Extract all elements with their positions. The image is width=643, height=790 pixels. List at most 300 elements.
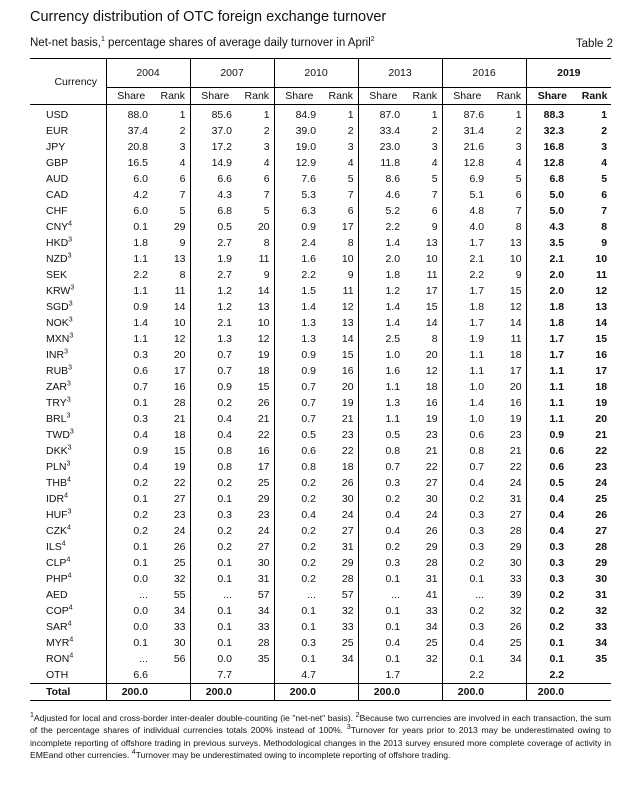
rank-cell: 3 xyxy=(156,139,190,155)
share-cell: 200.0 xyxy=(358,684,408,701)
currency-code-text: IDR xyxy=(46,493,65,505)
rank-cell: 17 xyxy=(492,363,526,379)
footnote-marker: 3 xyxy=(66,396,71,404)
rank-cell: 10 xyxy=(408,251,442,267)
rank-cell: 19 xyxy=(492,411,526,427)
share-cell: 0.6 xyxy=(469,429,485,441)
rank-cell: 5 xyxy=(324,171,358,187)
rank-cell: 20 xyxy=(324,379,358,395)
share-cell: 0.2 xyxy=(385,541,401,553)
currency-code-text: ZAR xyxy=(46,381,67,393)
rank-cell: 3 xyxy=(324,139,358,155)
rank-cell: 23 xyxy=(156,507,190,523)
table-row xyxy=(30,155,611,171)
rank-cell xyxy=(408,667,442,684)
share-cell: 0.1 xyxy=(217,493,233,505)
rank-cell: 23 xyxy=(240,507,274,523)
share-cell: 0.4 xyxy=(217,413,233,425)
currency-code-text: PLN xyxy=(46,461,67,473)
rank-cell: 5 xyxy=(601,173,608,185)
share-cell: 1.7 xyxy=(469,317,485,329)
rank-cell xyxy=(240,684,274,701)
share-cell: 0.9 xyxy=(301,365,317,377)
currency-code xyxy=(30,684,106,701)
share-cell: 1.4 xyxy=(133,317,148,329)
rank-cell: 31 xyxy=(324,539,358,555)
share-cell: 1.9 xyxy=(469,333,485,345)
share-cell: 5.3 xyxy=(301,189,317,201)
footnote-4: Turnover may be underestimated owing to incomplete reporting of offshore trading. xyxy=(135,749,451,760)
share-rank-header-row xyxy=(30,88,611,105)
rank-cell: 17 xyxy=(240,459,274,475)
share-cell: 6.0 xyxy=(133,173,148,185)
currency-code-text: PHP xyxy=(46,573,68,585)
currency-code xyxy=(30,587,106,603)
currency-code-text: SGD xyxy=(46,301,69,313)
share-cell: 16.8 xyxy=(543,141,565,153)
footnote-marker: 1 xyxy=(30,712,34,720)
share-cell: 0.9 xyxy=(133,445,148,457)
share-column-header: Share xyxy=(453,90,482,102)
rank-cell: 1 xyxy=(601,109,608,121)
share-cell: 0.5 xyxy=(301,429,317,441)
rank-cell: 23 xyxy=(595,461,608,473)
rank-cell: 10 xyxy=(324,251,358,267)
rank-cell: 30 xyxy=(492,555,526,571)
table-row xyxy=(30,105,611,124)
rank-cell: 3 xyxy=(408,139,442,155)
share-cell: 0.0 xyxy=(133,621,148,633)
currency-code xyxy=(30,427,106,443)
currency-code xyxy=(30,267,106,283)
rank-cell: 3 xyxy=(601,141,608,153)
table-row xyxy=(30,267,611,283)
rank-cell: 8 xyxy=(240,235,274,251)
share-cell: 84.9 xyxy=(295,109,317,121)
share-cell: 12.8 xyxy=(463,157,485,169)
share-cell: 0.9 xyxy=(133,301,148,313)
share-cell: 0.4 xyxy=(217,429,233,441)
rank-cell: 14 xyxy=(240,283,274,299)
share-cell: 33.4 xyxy=(379,125,401,137)
share-cell: 0.2 xyxy=(301,541,317,553)
rank-cell: 2 xyxy=(240,123,274,139)
rank-cell: 29 xyxy=(240,491,274,507)
subtitle-footnote-marker: 1 xyxy=(100,36,105,44)
rank-cell: 26 xyxy=(492,619,526,635)
share-cell: 2.2 xyxy=(133,269,148,281)
share-cell: 0.2 xyxy=(217,397,233,409)
rank-cell: 20 xyxy=(492,379,526,395)
share-cell: 0.1 xyxy=(469,573,485,585)
rank-cell: 7 xyxy=(492,203,526,219)
rank-cell: 33 xyxy=(408,603,442,619)
page-title: Currency distribution of OTC foreign exchange turnover xyxy=(30,9,387,25)
share-cell: 0.3 xyxy=(133,349,148,361)
rank-cell: 11 xyxy=(408,267,442,283)
rank-cell: 22 xyxy=(240,427,274,443)
footnote-marker: 3 xyxy=(66,460,71,468)
share-cell: 1.1 xyxy=(549,365,565,377)
rank-cell: 10 xyxy=(156,315,190,331)
rank-cell: 19 xyxy=(595,397,608,409)
currency-code xyxy=(30,123,106,139)
rank-cell: 13 xyxy=(324,315,358,331)
rank-cell: 5 xyxy=(156,203,190,219)
currency-code-text: THB xyxy=(46,477,67,489)
share-cell: 1.8 xyxy=(133,237,148,249)
table-row xyxy=(30,507,611,523)
other-row xyxy=(30,667,611,684)
currency-code xyxy=(30,667,106,684)
share-cell: 3.5 xyxy=(549,237,565,249)
share-cell: 1.8 xyxy=(385,269,401,281)
rank-cell: 10 xyxy=(240,315,274,331)
share-cell: 1.8 xyxy=(469,301,485,313)
rank-cell: 17 xyxy=(156,363,190,379)
currency-code-text: COP xyxy=(46,605,69,617)
share-cell: 1.2 xyxy=(217,301,233,313)
share-cell: 11.8 xyxy=(380,157,401,169)
share-cell: 200.0 xyxy=(274,684,324,701)
share-cell: 88.0 xyxy=(127,109,148,121)
rank-cell: 11 xyxy=(324,283,358,299)
share-cell: 8.6 xyxy=(385,173,401,185)
rank-cell: 30 xyxy=(595,573,608,585)
share-cell: 1.8 xyxy=(549,301,565,313)
currency-code xyxy=(30,507,106,523)
share-cell: 0.1 xyxy=(301,653,317,665)
currency-code-text: GBP xyxy=(46,157,69,169)
table-row xyxy=(30,235,611,251)
rank-cell: 17 xyxy=(408,283,442,299)
share-cell: 0.8 xyxy=(469,445,485,457)
currency-code xyxy=(30,139,106,155)
share-cell: 0.2 xyxy=(469,557,485,569)
rank-cell: 25 xyxy=(240,475,274,491)
rank-cell: 12 xyxy=(408,363,442,379)
table-row xyxy=(30,539,611,555)
share-cell: 0.6 xyxy=(549,445,565,457)
share-cell: 0.2 xyxy=(133,509,148,521)
share-cell: 1.0 xyxy=(469,413,485,425)
rank-cell: 21 xyxy=(595,429,608,441)
share-cell: 0.1 xyxy=(217,557,233,569)
rank-cell xyxy=(578,684,611,701)
share-cell: 1.3 xyxy=(217,333,233,345)
rank-cell: 41 xyxy=(408,587,442,603)
share-cell: 0.0 xyxy=(217,653,233,665)
share-cell: ... xyxy=(475,589,485,601)
share-cell: ... xyxy=(391,589,401,601)
rank-cell: 12 xyxy=(240,331,274,347)
share-cell: 0.1 xyxy=(217,621,233,633)
table-row xyxy=(30,475,611,491)
share-cell: 1.4 xyxy=(385,301,401,313)
share-cell: 37.0 xyxy=(211,125,233,137)
currency-code-text: ILS xyxy=(46,541,62,553)
table-number-label: Table 2 xyxy=(575,38,613,50)
rank-cell: 25 xyxy=(492,635,526,651)
rank-cell: 28 xyxy=(595,541,608,553)
rank-cell: 2 xyxy=(601,125,608,137)
rank-cell: 29 xyxy=(408,539,442,555)
share-cell: 0.6 xyxy=(133,365,148,377)
currency-code-text: DKK xyxy=(46,445,68,457)
rank-cell: 21 xyxy=(324,411,358,427)
rank-cell: 32 xyxy=(324,603,358,619)
year-header: 2019 xyxy=(526,59,611,88)
rank-column-header: Rank xyxy=(492,88,526,105)
share-column-header: Share xyxy=(201,90,230,102)
currency-code-text: MYR xyxy=(46,637,70,649)
rank-cell: 4 xyxy=(156,155,190,171)
table-row xyxy=(30,651,611,667)
rank-cell: 28 xyxy=(324,571,358,587)
share-cell: 1.2 xyxy=(217,285,233,297)
rank-cell: 16 xyxy=(408,395,442,411)
share-cell: 0.7 xyxy=(301,397,317,409)
share-cell: 0.3 xyxy=(385,477,401,489)
rank-cell: 12 xyxy=(595,285,608,297)
rank-cell: 14 xyxy=(492,315,526,331)
rank-cell: 30 xyxy=(324,491,358,507)
share-cell: 0.7 xyxy=(217,365,233,377)
share-cell: 5.1 xyxy=(469,189,485,201)
rank-cell: 24 xyxy=(324,507,358,523)
share-cell: 4.6 xyxy=(385,189,401,201)
table-row xyxy=(30,331,611,347)
share-cell: ... xyxy=(307,589,317,601)
rank-cell: 34 xyxy=(595,637,608,649)
rank-cell: 3 xyxy=(492,139,526,155)
share-cell: 0.1 xyxy=(217,605,233,617)
rank-cell: 16 xyxy=(492,395,526,411)
share-column-header: Share xyxy=(285,90,314,102)
table-row xyxy=(30,443,611,459)
currency-code-text: RUB xyxy=(46,365,69,377)
rank-cell: 25 xyxy=(156,555,190,571)
share-cell: 0.3 xyxy=(469,621,485,633)
currency-code xyxy=(30,619,106,635)
rank-cell: 9 xyxy=(324,267,358,283)
rank-cell: 7 xyxy=(408,187,442,203)
rank-cell: 18 xyxy=(595,381,608,393)
share-cell: 0.2 xyxy=(133,477,148,489)
share-cell: 1.7 xyxy=(549,349,565,361)
footnote-1: Adjusted for local and cross-border inter-dealer double-counting (ie "net-net" basis). xyxy=(33,713,354,723)
rank-cell: 25 xyxy=(408,635,442,651)
footnote-marker: 4 xyxy=(66,556,71,564)
share-cell: 1.3 xyxy=(385,397,401,409)
share-cell: 2.4 xyxy=(301,237,317,249)
share-cell: 0.4 xyxy=(133,461,148,473)
share-cell: 0.2 xyxy=(301,493,317,505)
share-cell: 0.1 xyxy=(217,637,233,649)
rank-cell: 6 xyxy=(324,203,358,219)
rank-cell: 31 xyxy=(595,589,608,601)
share-cell: 0.2 xyxy=(301,557,317,569)
share-cell: 0.6 xyxy=(549,461,565,473)
rank-cell: 23 xyxy=(408,427,442,443)
currency-code xyxy=(30,635,106,651)
currency-code xyxy=(30,555,106,571)
share-cell: 0.7 xyxy=(385,461,401,473)
footnote-marker: 3 xyxy=(67,444,72,452)
share-cell: 200.0 xyxy=(526,684,578,701)
rank-cell: 14 xyxy=(156,299,190,315)
rank-column-header: Rank xyxy=(408,88,442,105)
share-cell: 0.3 xyxy=(549,573,565,585)
rank-cell: 26 xyxy=(156,539,190,555)
rank-cell: 25 xyxy=(324,635,358,651)
currency-code xyxy=(30,411,106,427)
currency-code-text: OTH xyxy=(46,669,69,681)
rank-cell: 34 xyxy=(240,603,274,619)
share-cell: 0.0 xyxy=(133,573,148,585)
footnote-marker: 4 xyxy=(69,636,74,644)
year-header: 2007 xyxy=(190,59,274,88)
table-row xyxy=(30,491,611,507)
share-cell: 1.4 xyxy=(301,301,317,313)
share-cell: 2.0 xyxy=(549,269,565,281)
footnote-marker: 4 xyxy=(64,492,68,500)
share-cell: ... xyxy=(139,589,148,601)
rank-cell: 26 xyxy=(408,523,442,539)
rank-cell: 34 xyxy=(492,651,526,667)
rank-cell: 21 xyxy=(156,411,190,427)
rank-cell: 5 xyxy=(408,171,442,187)
rank-cell: 28 xyxy=(408,555,442,571)
rank-cell: 18 xyxy=(324,459,358,475)
share-cell: 6.0 xyxy=(133,205,148,217)
currency-code-text: AUD xyxy=(46,173,69,185)
rank-cell: 9 xyxy=(240,267,274,283)
rank-cell: 7 xyxy=(601,205,608,217)
table-row xyxy=(30,619,611,635)
share-cell: 0.1 xyxy=(385,621,401,633)
share-cell: 0.7 xyxy=(469,461,485,473)
rank-cell: 31 xyxy=(408,571,442,587)
share-cell: 0.2 xyxy=(217,477,233,489)
share-cell: 0.4 xyxy=(385,525,401,537)
share-cell: 6.8 xyxy=(549,173,565,185)
year-header: 2010 xyxy=(274,59,358,88)
rank-cell: 30 xyxy=(408,491,442,507)
share-cell: 0.8 xyxy=(217,445,233,457)
share-cell: 0.4 xyxy=(549,525,565,537)
footnote-marker: 3 xyxy=(67,508,72,516)
currency-code-text: EUR xyxy=(46,125,69,137)
rank-cell: 13 xyxy=(595,301,608,313)
footnote-marker: 3 xyxy=(67,252,72,260)
currency-code xyxy=(30,251,106,267)
share-cell: 5.0 xyxy=(549,205,565,217)
share-cell: 0.1 xyxy=(301,621,317,633)
share-cell: 2.7 xyxy=(217,269,233,281)
share-cell: 1.0 xyxy=(469,381,485,393)
rank-cell: 9 xyxy=(492,267,526,283)
rank-cell: 22 xyxy=(324,443,358,459)
rank-cell: 8 xyxy=(601,221,608,233)
rank-cell: 11 xyxy=(240,251,274,267)
rank-cell: 57 xyxy=(324,587,358,603)
share-cell: 1.1 xyxy=(385,381,401,393)
rank-cell: 35 xyxy=(595,653,608,665)
share-cell: 1.1 xyxy=(133,333,148,345)
share-cell: 0.1 xyxy=(385,573,401,585)
rank-cell: 4 xyxy=(601,157,608,169)
rank-cell: 15 xyxy=(492,283,526,299)
currency-code xyxy=(30,187,106,203)
rank-cell: 4 xyxy=(408,155,442,171)
rank-cell: 1 xyxy=(492,105,526,124)
currency-code-text: TWD xyxy=(46,429,70,441)
share-cell: 0.7 xyxy=(301,381,317,393)
table-row xyxy=(30,363,611,379)
rank-cell: 6 xyxy=(408,203,442,219)
share-cell: 2.2 xyxy=(469,269,485,281)
rank-cell: 5 xyxy=(492,171,526,187)
total-row xyxy=(30,684,611,701)
rank-cell: 21 xyxy=(240,411,274,427)
rank-cell: 20 xyxy=(156,347,190,363)
table-row xyxy=(30,411,611,427)
share-cell: 0.1 xyxy=(469,653,485,665)
currency-code xyxy=(30,315,106,331)
share-cell: 0.9 xyxy=(549,429,565,441)
share-cell: 0.2 xyxy=(385,493,401,505)
currency-code-text: CZK xyxy=(46,525,67,537)
footnote-marker: 3 xyxy=(64,348,68,356)
share-cell: 0.1 xyxy=(133,397,148,409)
rank-cell: 32 xyxy=(595,605,608,617)
share-cell: 12.8 xyxy=(543,157,565,169)
share-cell: 17.2 xyxy=(211,141,233,153)
rank-cell: 33 xyxy=(492,571,526,587)
share-cell: 0.4 xyxy=(385,637,401,649)
rank-column-header: Rank xyxy=(156,88,190,105)
share-cell: 1.1 xyxy=(469,349,485,361)
currency-code-text: USD xyxy=(46,109,69,121)
footnote-marker: 4 xyxy=(67,524,71,532)
rank-cell: 11 xyxy=(492,331,526,347)
currency-code xyxy=(30,379,106,395)
footnote-marker: 3 xyxy=(68,316,73,324)
rank-cell: 26 xyxy=(324,475,358,491)
share-cell: 0.2 xyxy=(301,477,317,489)
share-cell: 0.8 xyxy=(385,445,401,457)
share-cell: 1.7 xyxy=(469,237,485,249)
rank-cell: 21 xyxy=(492,443,526,459)
rank-cell: 12 xyxy=(156,331,190,347)
share-cell: 0.5 xyxy=(385,429,401,441)
share-cell: 0.2 xyxy=(469,493,485,505)
rank-cell: 29 xyxy=(324,555,358,571)
table-subtitle xyxy=(30,37,375,49)
currency-code-text: NZD xyxy=(46,253,68,265)
share-cell: 0.9 xyxy=(217,381,233,393)
share-cell: 0.9 xyxy=(301,349,317,361)
table-row xyxy=(30,299,611,315)
rank-cell: 34 xyxy=(156,603,190,619)
share-cell: 6.8 xyxy=(217,205,233,217)
rank-cell: 57 xyxy=(240,587,274,603)
rank-cell: 33 xyxy=(156,619,190,635)
currency-code xyxy=(30,219,106,235)
share-cell: 0.3 xyxy=(301,637,317,649)
share-cell: 1.1 xyxy=(549,413,565,425)
